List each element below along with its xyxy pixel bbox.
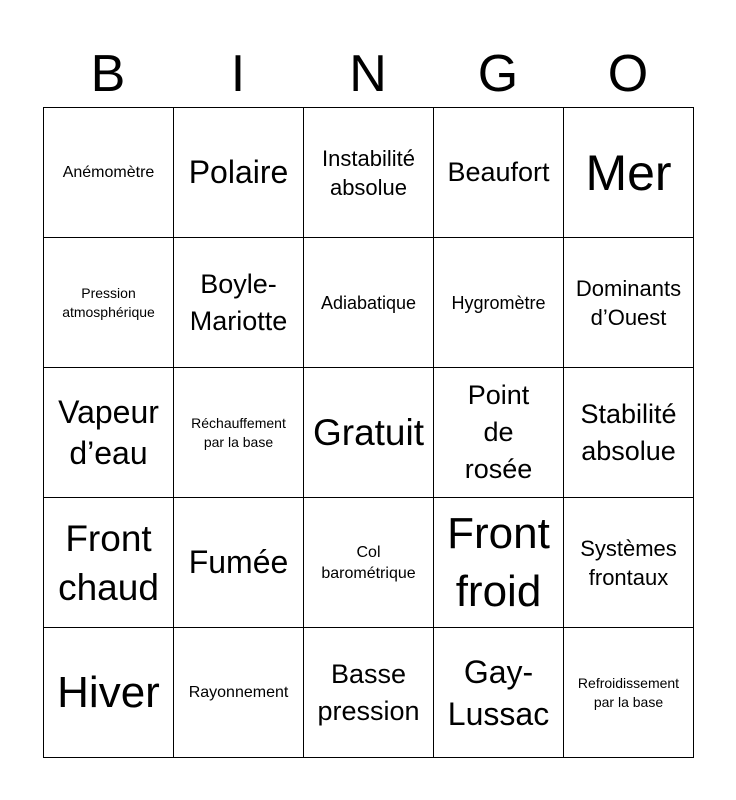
header-letter-i: I	[230, 45, 246, 103]
cell-label: Gay-Lussac	[447, 653, 550, 732]
cell-label: Systèmes frontaux	[580, 535, 677, 590]
bingo-cell[interactable]	[174, 238, 304, 368]
cell-label: Dominants d’Ouest	[575, 275, 682, 330]
cell-label: Front froid	[447, 508, 550, 616]
cell-label: Front chaud	[58, 517, 159, 608]
bingo-cell[interactable]	[434, 628, 564, 758]
header-letter-o: O	[607, 45, 649, 103]
bingo-cell[interactable]	[174, 498, 304, 628]
cell-label: Fumée	[188, 544, 289, 580]
bingo-cell[interactable]	[44, 368, 174, 498]
bingo-cell[interactable]	[304, 108, 434, 238]
bingo-cell[interactable]	[564, 108, 694, 238]
bingo-cell[interactable]	[174, 108, 304, 238]
header-letter-g: G	[477, 45, 519, 103]
bingo-cell[interactable]	[174, 368, 304, 498]
bingo-cell[interactable]	[44, 498, 174, 628]
bingo-cell[interactable]	[304, 628, 434, 758]
cell-label: Stabilité absolue	[580, 398, 677, 466]
header-letter-b: B	[90, 45, 126, 103]
cell-label: Refroidissement par la base	[577, 674, 680, 710]
bingo-cell[interactable]	[564, 238, 694, 368]
cell-label: Pression atmosphérique	[62, 284, 155, 320]
cell-label: Beaufort	[447, 157, 550, 187]
bingo-cell[interactable]	[304, 368, 434, 498]
bingo-header	[43, 40, 693, 108]
cell-label: Boyle-Mariotte	[189, 268, 288, 336]
cell-label: Réchauffement par la base	[191, 414, 286, 450]
bingo-cell[interactable]	[434, 368, 564, 498]
bingo-cell[interactable]	[434, 108, 564, 238]
cell-label: Gratuit	[312, 412, 425, 453]
bingo-cell[interactable]	[434, 498, 564, 628]
cell-label: Col barométrique	[321, 543, 416, 582]
cell-label: Polaire	[188, 154, 289, 190]
cell-label: Hiver	[57, 667, 160, 717]
cell-label: Hygromètre	[451, 292, 546, 313]
cell-label: Mer	[585, 144, 672, 201]
bingo-cell[interactable]	[174, 628, 304, 758]
bingo-cell[interactable]	[564, 498, 694, 628]
bingo-cell[interactable]	[564, 628, 694, 758]
cell-label: Anémomètre	[62, 164, 155, 181]
cell-label: Basse pression	[317, 658, 420, 726]
bingo-cell[interactable]	[304, 498, 434, 628]
bingo-card-grid	[43, 107, 694, 758]
cell-label: Instabilité absolue	[322, 145, 415, 200]
cell-label: Adiabatique	[320, 292, 417, 313]
bingo-cell[interactable]	[564, 368, 694, 498]
bingo-cell[interactable]	[434, 238, 564, 368]
cell-label: Rayonnement	[188, 684, 289, 701]
bingo-cell[interactable]	[44, 238, 174, 368]
cell-label: Vapeur d’eau	[58, 393, 159, 471]
bingo-cell[interactable]	[44, 108, 174, 238]
header-letter-n: N	[349, 45, 387, 103]
cell-label: Point de rosée	[464, 380, 533, 484]
bingo-cell[interactable]	[304, 238, 434, 368]
bingo-cell[interactable]	[44, 628, 174, 758]
